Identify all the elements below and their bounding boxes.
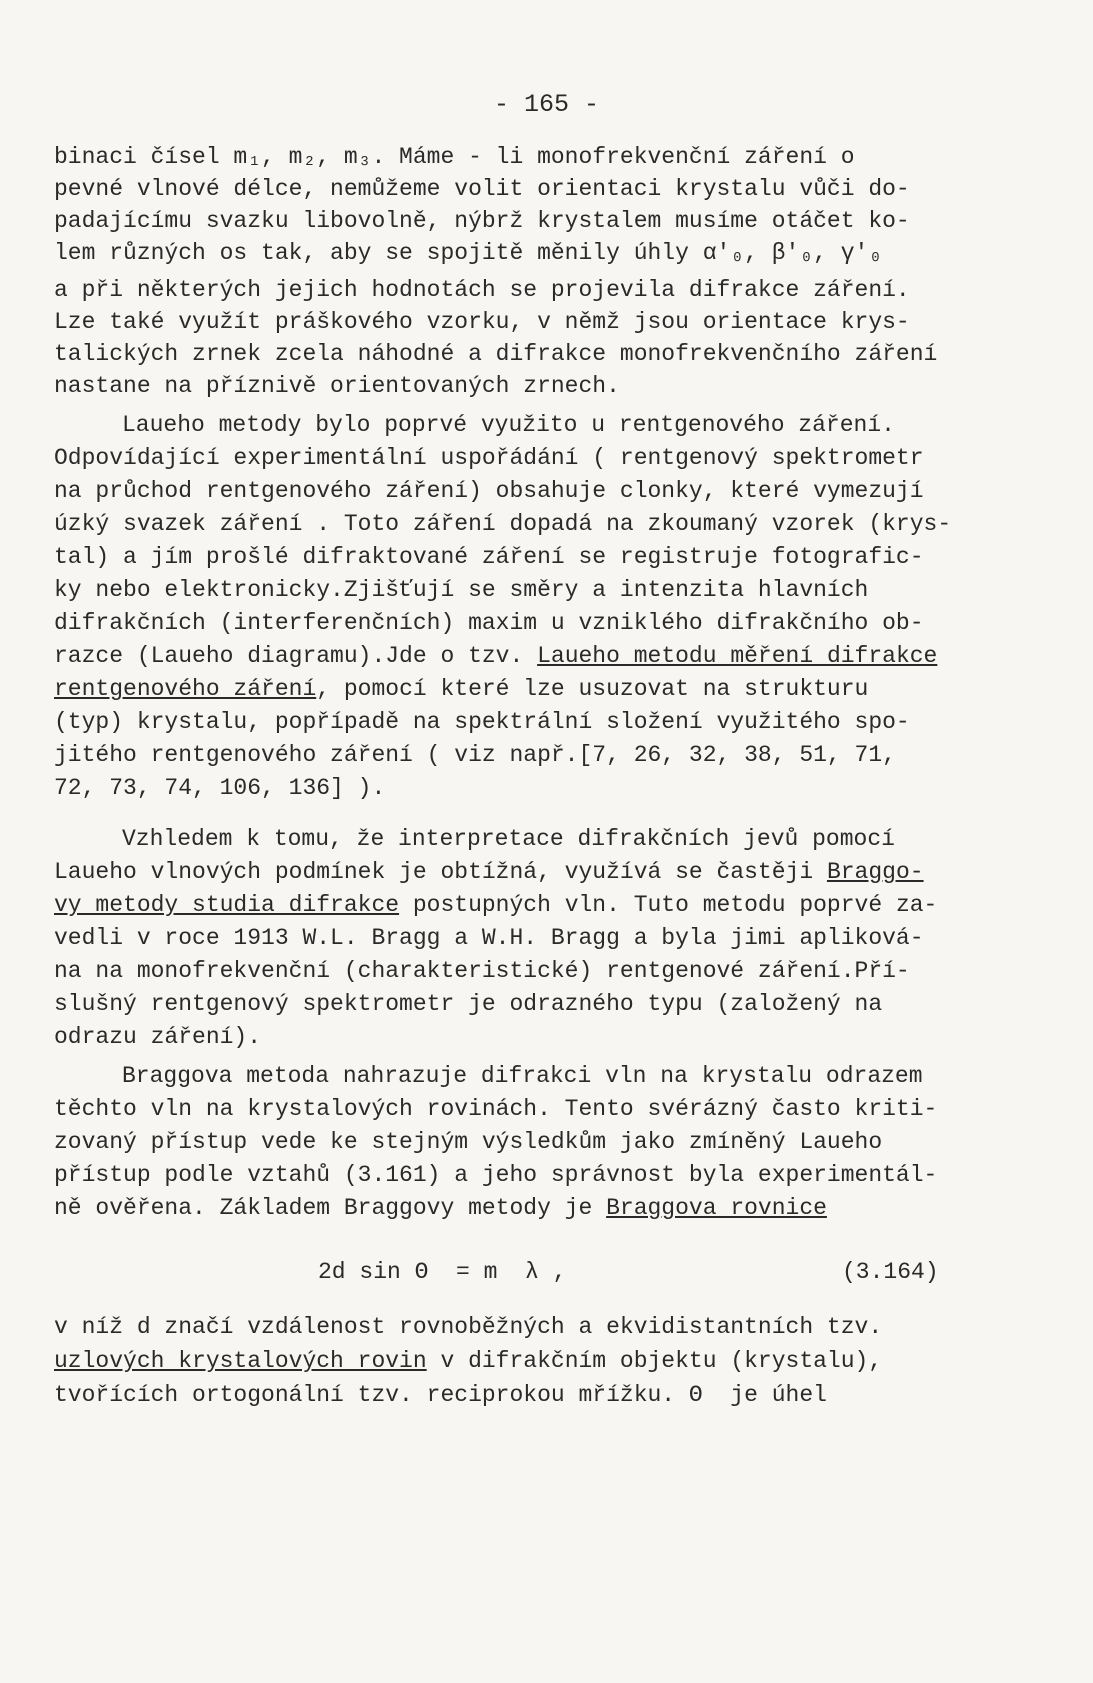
underlined-term: Braggo- [826, 859, 924, 885]
text-line: jitého rentgenového záření ( viz např.[7, 26, 32, 38, 51, 71, [54, 742, 896, 768]
text-line: ky nebo elektronicky.Zjišťují se směry a intenzita hlavních [54, 577, 869, 603]
underlined-term: Braggova rovnice [606, 1195, 827, 1221]
text-line [54, 674, 868, 704]
text-segment: ně ověřena. Základem Braggovy metody je [54, 1195, 607, 1221]
text-line: 72, 73, 74, 106, 136] ). [54, 775, 386, 801]
underlined-term: vy metody studia difrakce [54, 892, 400, 918]
underlined-term: uzlových krystalových rovin [54, 1348, 427, 1374]
text-segment: Laueho vlnových podmínek je obtížná, využívá se častěji [54, 859, 827, 885]
text-line: padajícímu svazku libovolně, nýbrž krystalem musíme otáčet ko- [54, 208, 910, 234]
text-line: úzký svazek záření . Toto záření dopadá na zkoumaný vzorek (krys- [54, 511, 952, 537]
text-line: Lze také využít práškového vzorku, v němž jsou orientace krys- [54, 309, 910, 335]
text-line: tal) a jím prošlé difraktované záření se registruje fotografic- [54, 544, 924, 570]
equation: 2d sin Θ = m λ , [318, 1259, 567, 1285]
text-line: v níž d značí vzdálenost rovnoběžných a ekvidistantních tzv. [54, 1314, 883, 1340]
text-line: zovaný přístup vede ke stejným výsledkům jako zmíněný Laueho [54, 1129, 883, 1155]
text-line [54, 857, 924, 887]
text-line: na průchod rentgenového záření) obsahuje clonky, které vymezují [54, 478, 924, 504]
text-line: Vzhledem k tomu, že interpretace difrakčních jevů pomocí [122, 826, 895, 852]
text-line: tvořících ortogonální tzv. reciprokou mřížku. Θ je úhel [54, 1382, 827, 1408]
equation-number: (3.164) [842, 1259, 939, 1285]
text-line [54, 1193, 827, 1223]
underlined-term: Laueho metodu měření difrakce [537, 643, 938, 669]
text-line [54, 641, 937, 671]
text-line: Laueho metody bylo poprvé využito u rentgenového záření. [122, 412, 895, 438]
text-line: lem různých os tak, aby se spojitě měnily úhly α′₀, β′₀, γ′₀ [54, 240, 883, 266]
text-line: na na monofrekvenční (charakteristické) rentgenové záření.Pří- [54, 958, 910, 984]
underlined-term: rentgenového záření [54, 676, 317, 702]
text-line: pevné vlnové délce, nemůžeme volit orientaci krystalu vůči do- [54, 176, 910, 202]
text-segment: razce (Laueho diagramu).Jde o tzv. [54, 643, 538, 669]
text-line: a při některých jejich hodnotách se projevila difrakce záření. [54, 277, 910, 303]
text-line [54, 890, 937, 920]
text-line: vedli v roce 1913 W.L. Bragg a W.H. Bragg a byla jimi apliková- [54, 925, 924, 951]
text-line: talických zrnek zcela náhodné a difrakce monofrekvenčního záření [54, 341, 938, 367]
text-line: Odpovídající experimentální uspořádání ( rentgenový spektrometr [54, 445, 924, 471]
text-segment: , pomocí které lze usuzovat na strukturu [316, 676, 869, 702]
text-line: těchto vln na krystalových rovinách. Tento svérázný často kriti- [54, 1096, 938, 1122]
text-line: difrakčních (interferenčních) maxim u vzniklého difrakčního ob- [54, 610, 924, 636]
page-number: - 165 - [493, 90, 600, 119]
text-line [54, 1346, 882, 1376]
text-line: přístup podle vztahů (3.161) a jeho správnost byla experimentál- [54, 1162, 938, 1188]
text-segment: postupných vln. Tuto metodu poprvé za- [399, 892, 938, 918]
text-line: slušný rentgenový spektrometr je odrazného typu (založený na [54, 991, 883, 1017]
text-segment: v difrakčním objektu (krystalu), [426, 1348, 883, 1374]
text-line: nastane na příznivě orientovaných zrnech. [54, 373, 620, 399]
text-line: (typ) krystalu, popřípadě na spektrální složení využitého spo- [54, 709, 910, 735]
text-line: binaci čísel m₁, m₂, m₃. Máme - li monofrekvenční záření o [54, 144, 855, 170]
text-line: Braggova metoda nahrazuje difrakci vln na krystalu odrazem [122, 1063, 923, 1089]
text-line: odrazu záření). [54, 1024, 262, 1050]
